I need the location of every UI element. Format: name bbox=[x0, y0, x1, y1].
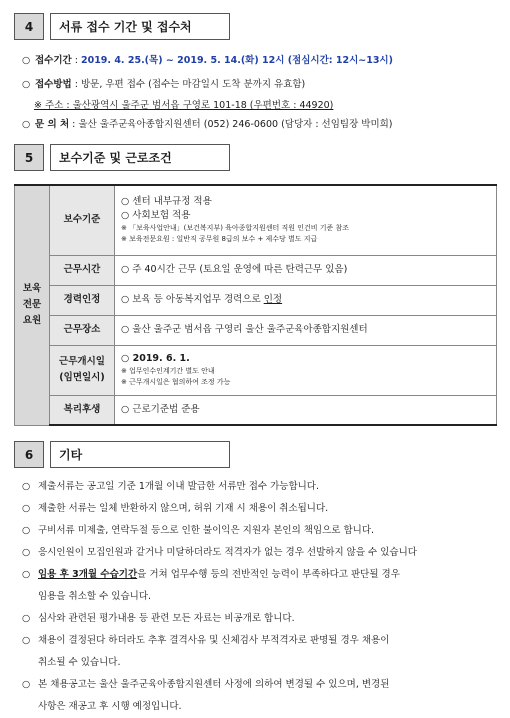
career-underlined: 인정 bbox=[263, 294, 283, 305]
list-item: ○ 제출서류는 공고일 기준 1개월 이내 발급한 서류만 접수 가능합니다. bbox=[22, 481, 320, 492]
place-value: ○ 울산 울주군 범서읍 구영리 울산 울주군육아종합지원센터 bbox=[115, 315, 497, 345]
group-label bbox=[15, 185, 50, 425]
start-note-1: ※ 업무인수인계기간 별도 안내 bbox=[121, 367, 215, 375]
career-label: 경력인정 bbox=[50, 285, 115, 315]
pay-note-2: ※ 보육전문요원 : 일반직 공무원 8급의 보수 + 제수당 별도 지급 bbox=[121, 235, 318, 244]
pay-line-1: ○ 센터 내부규정 적용 bbox=[121, 196, 212, 208]
career-text: ○ 보육 등 아동복지업무 경력으로 bbox=[121, 294, 264, 305]
pay-label: 보수기준 bbox=[50, 185, 115, 255]
list-item: ○ 본 채용공고는 울산 울주군육아종합지원센터 사정에 의하여 변경될 수 있으며, 변경된 bbox=[22, 679, 390, 690]
pay-note-1: ※ 「보육사업안내」(보건복지부) 육아종합지원센터 직원 인건비 기준 참조 bbox=[121, 224, 350, 233]
list-item-continuation: 취소될 수 있습니다. bbox=[38, 657, 121, 668]
hours-label: 근무시간 bbox=[50, 255, 115, 285]
address-note: ※ 주소 : 울산광역시 울주군 범서읍 구영로 101-18 (우편번호 : 44920) bbox=[34, 100, 334, 111]
start-label-2: (임면일시) bbox=[59, 372, 105, 383]
section6-header bbox=[14, 441, 230, 468]
receipt-method: ○ 접수방법 : 방문, 우편 접수 (접수는 마감일시 도착 분까지 유효함) bbox=[22, 79, 306, 90]
contact-value: 울산 울주군육아종합지원센터 (052) 246-0600 (담당자 : 선임팀장 박미희) bbox=[78, 119, 393, 130]
list-item: ○ 심사와 관련된 평가내용 등 관련 모든 자료는 비공개로 합니다. bbox=[22, 613, 295, 624]
section5-title: 보수기준 및 근로조건 bbox=[50, 144, 230, 171]
probation-underlined: 임용 후 3개월 수습기간 bbox=[38, 569, 138, 580]
start-label bbox=[50, 345, 115, 395]
start-label-1: 근무개시일 bbox=[59, 356, 105, 367]
section4-title: 서류 접수 기간 및 접수처 bbox=[50, 13, 230, 40]
welfare-value: ○ 근로기준법 준용 bbox=[115, 395, 497, 425]
hours-value: ○ 주 40시간 근무 (토요일 운영에 따른 탄력근무 있음) bbox=[115, 255, 497, 285]
list-item-continuation: 사항은 재공고 후 시행 예정입니다. bbox=[38, 701, 182, 712]
contact-info: ○ 문 의 처 : 울산 울주군육아종합지원센터 (052) 246-0600 (담당자 : 선임팀장 박미희) bbox=[22, 119, 393, 130]
list-item: ○ 구비서류 미제출, 연락두절 등으로 인한 불이익은 지원자 본인의 책임으로 합니다. bbox=[22, 525, 375, 536]
place-label: 근무장소 bbox=[50, 315, 115, 345]
pay-cell bbox=[115, 185, 497, 255]
method-value: 방문, 우편 접수 (접수는 마감일시 도착 분까지 유효함) bbox=[80, 79, 306, 90]
career-value bbox=[115, 285, 497, 315]
start-value: ○ 2019. 6. 1. bbox=[121, 353, 190, 364]
start-note-2: ※ 근무개시일은 협의하여 조정 가능 bbox=[121, 378, 231, 386]
receipt-period: ○ 접수기간 : 2019. 4. 25.(목) ~ 2019. 5. 14.(화) 12시 (점심시간: 12시~13시) bbox=[22, 55, 393, 66]
list-item: ○ 제출한 서류는 일체 반환하지 않으며, 허위 기재 시 채용이 취소됩니다. bbox=[22, 503, 329, 514]
section6-title: 기타 bbox=[50, 441, 230, 468]
list-item: ○ 응시인원이 모집인원과 같거나 미달하더라도 적격자가 없는 경우 선발하지 않을 수 있습니다 bbox=[22, 547, 417, 558]
period-label: 접수기간 bbox=[35, 55, 72, 66]
list-item-continuation: 임용을 취소할 수 있습니다. bbox=[38, 591, 152, 602]
start-cell bbox=[115, 345, 497, 395]
welfare-label: 복리후생 bbox=[50, 395, 115, 425]
method-label: 접수방법 bbox=[35, 79, 72, 90]
list-item: ○ 임용 후 3개월 수습기간을 거쳐 업무수행 등의 전반적인 능력이 부족하다고 판단될 경우 bbox=[22, 569, 400, 580]
list-item: ○ 채용이 결정된다 하더라도 추후 결격사유 및 신체검사 부적격자로 판명될 경우 채용이 bbox=[22, 635, 390, 646]
contact-label: 문 의 처 bbox=[35, 119, 70, 130]
pay-line-2: ○ 사회보험 적용 bbox=[121, 210, 191, 222]
section4-header bbox=[14, 13, 230, 40]
section5-number: 5 bbox=[14, 144, 44, 171]
conditions-table bbox=[14, 184, 497, 426]
group-label-text: 보육 전문 요원 bbox=[22, 283, 42, 327]
section4-number: 4 bbox=[14, 13, 44, 40]
section6-number: 6 bbox=[14, 441, 44, 468]
section5-header bbox=[14, 144, 230, 171]
period-value: 2019. 4. 25.(목) ~ 2019. 5. 14.(화) 12시 (점심시간: 12시~13시) bbox=[80, 55, 393, 66]
other-notes-list bbox=[22, 476, 498, 718]
